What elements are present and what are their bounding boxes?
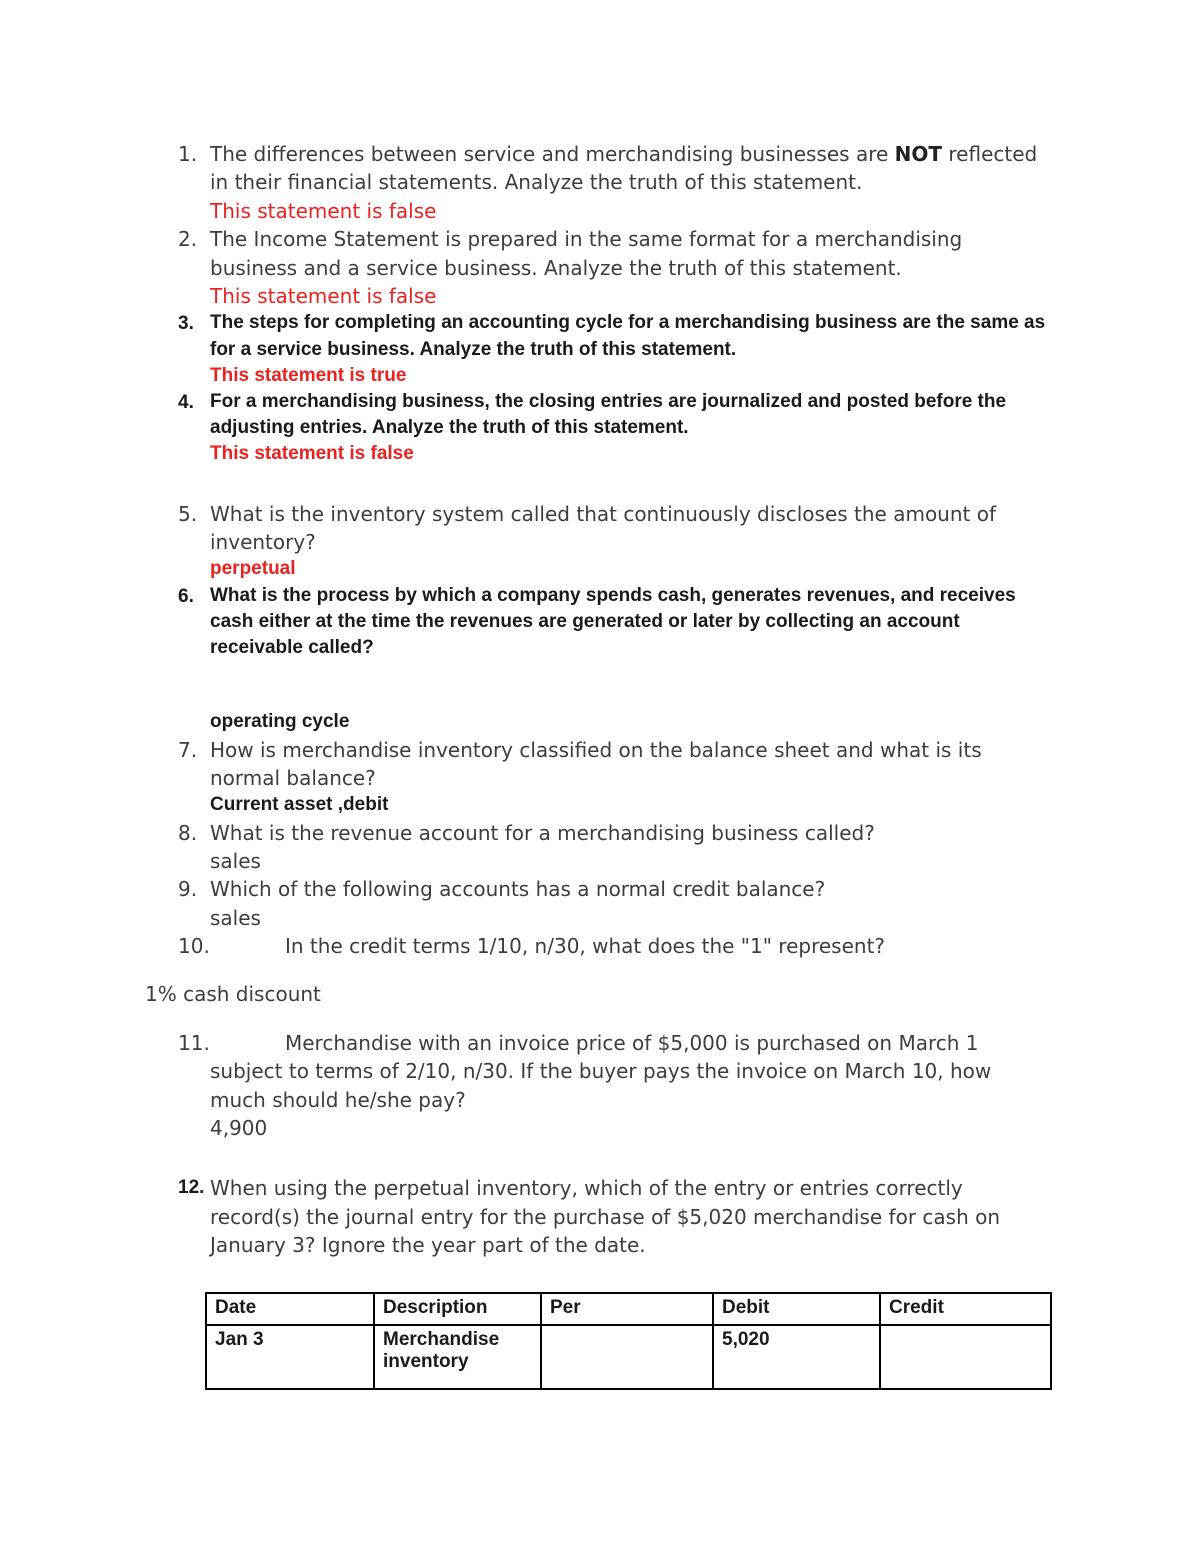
item-number: 8. [178,820,198,845]
answer-text: This statement is true [210,364,407,386]
answer-text: 4,900 [210,1116,268,1141]
cell-credit [880,1325,1051,1389]
column-header-debit: Debit [713,1293,880,1325]
cell-description: Merchandise inventory [374,1325,541,1389]
question-text: What is the process by which a company spends cash, generates revenues, and receives cash either at the time the revenues are generated or later by collecting an account receivable called? [210,584,1016,659]
question-item-5 [145,500,1050,583]
item-number: 2. [178,227,198,252]
answer-text: sales [210,848,261,873]
answer-text: This statement is false [210,443,414,465]
question-item-3 [145,310,1050,389]
question-text-bold: NOT [894,142,943,166]
item-number: 5. [178,501,198,526]
question-item-2 [145,225,1050,310]
question-text: What is the revenue account for a merchandising business called? [210,820,875,845]
cell-per [541,1325,713,1389]
table-header-row [206,1293,1051,1325]
question-text: When using the perpetual inventory, which of the entry or entries correctly record(s) the journal entry for the purchase of $5,020 merchandise for cash on January 3? Ignore the year part of the date. [210,1176,1001,1258]
table-row [206,1325,1051,1389]
question-text: What is the inventory system called that continuously discloses the amount of inventory? [210,501,997,555]
question-item-11 [145,1029,1050,1143]
question-item-10 [145,932,1050,960]
column-header-credit: Credit [880,1293,1051,1325]
answer-text: This statement is false [210,198,437,223]
question-item-6 [145,583,1050,736]
item-number: 12. [178,1177,205,1199]
question-text-post: reflected in their financial statements. Analyze the truth of this statement. [210,142,1038,195]
answer-text-item-10: 1% cash discount [145,982,321,1007]
item-number: 3. [178,313,194,335]
column-header-per: Per [541,1293,713,1325]
answer-text: sales [210,905,261,930]
answer-text: operating cycle [210,711,350,733]
spacer [210,661,1050,709]
spacer [145,1142,1050,1174]
spacer [145,468,1050,500]
answer-text: This statement is false [210,283,437,308]
question-text-pre: The differences between service and merchandising businesses are [210,142,895,166]
item-number: 10. [178,934,210,959]
question-text [210,140,1050,197]
question-text: Which of the following accounts has a normal credit balance? [210,877,826,902]
cell-date: Jan 3 [206,1325,374,1389]
answer-text: Current asset ,debit [210,794,389,816]
item-number: 6. [178,585,194,607]
spacer [145,1260,1050,1292]
item-number: 7. [178,737,198,762]
item-number: 1. [178,142,198,166]
item-number: 11. [178,1030,210,1055]
answer-text: perpetual [210,558,296,580]
question-item-8 [145,819,1050,876]
question-item-7 [145,736,1050,819]
question-text: How is merchandise inventory classified on the balance sheet and what is its normal balance? [210,737,982,790]
column-header-description: Description [374,1293,541,1325]
question-text: In the credit terms 1/10, n/30, what does the "1" represent? [285,934,886,959]
question-text: For a merchandising business, the closing entries are journalized and posted before the adjusting entries. Analyze the truth of this statement. [210,391,1007,439]
question-text: The Income Statement is prepared in the same format for a merchandising business and a service business. Analyze the truth of this statement. [210,227,963,280]
question-item-12 [145,1174,1050,1259]
question-item-1 [145,140,1050,225]
question-text: The steps for completing an accounting cycle for a merchandising business are the same as for a service business. Analyze the truth of this statement. [210,312,1046,360]
column-header-date: Date [206,1293,374,1325]
journal-entry-table [205,1292,1052,1390]
item-number: 4. [178,392,194,413]
question-item-4 [145,389,1050,468]
question-item-9 [145,875,1050,932]
question-text: Merchandise with an invoice price of $5,000 is purchased on March 1 subject to terms of 2/10, n/30. If the buyer pays the invoice on March 10, how much should he/she pay? [210,1030,992,1112]
item-number: 9. [178,877,198,902]
cell-debit: 5,020 [713,1325,880,1389]
